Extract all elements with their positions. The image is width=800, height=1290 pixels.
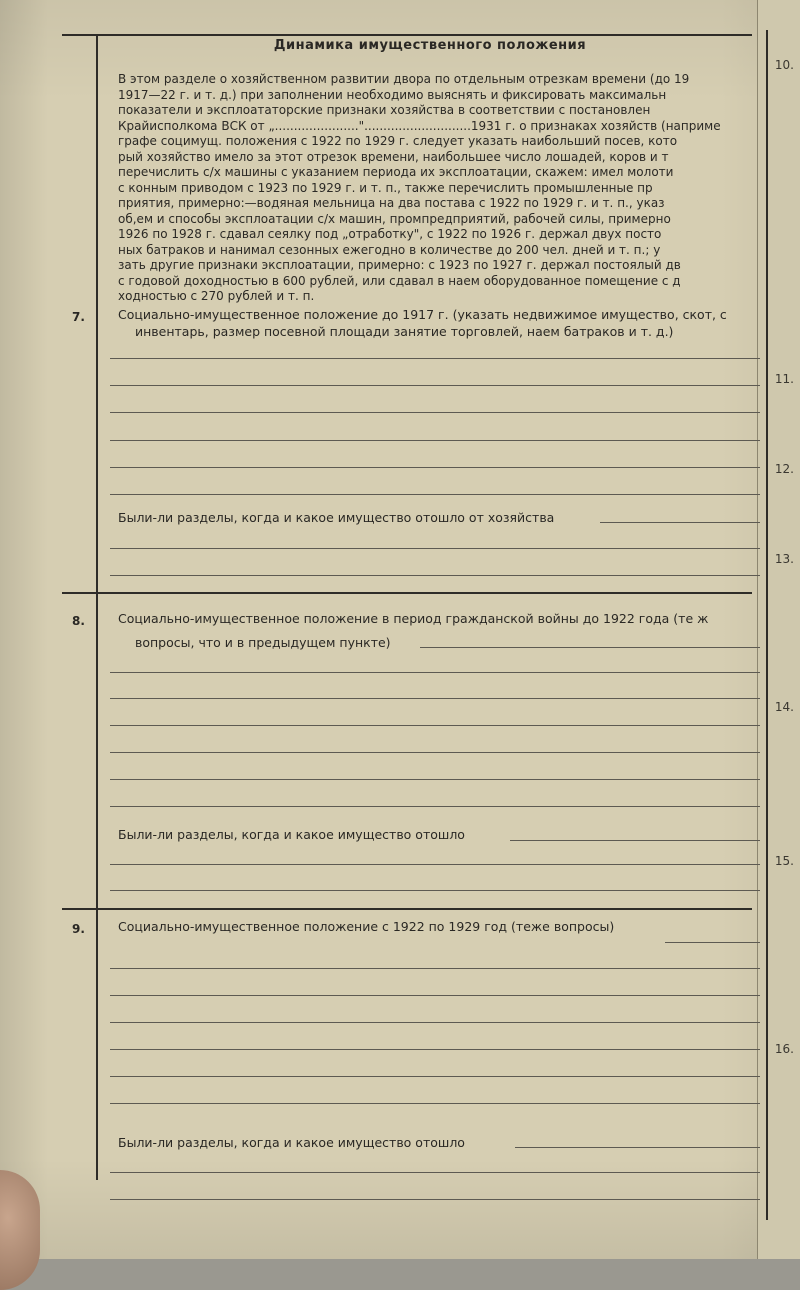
section-title: Динамика имущественного положения	[273, 38, 587, 53]
answer-line[interactable]	[110, 1049, 760, 1050]
section-number-7: 7.	[72, 310, 85, 324]
section-8-question-line2: вопросы, что и в предыдущем пункте)	[135, 635, 391, 650]
section-9-question-line1: Социально-имущественное положение с 1922 по 1929 год (теже вопросы)	[118, 919, 615, 934]
divisions-answer-line[interactable]	[515, 1147, 760, 1148]
divisions-answer-line[interactable]	[600, 522, 760, 523]
intro-line: графе социмущ. положения с 1922 по 1929 г. следует указать наибольший посев, кото	[118, 134, 678, 148]
answer-line[interactable]	[110, 575, 760, 576]
intro-line: перечислить с/х машины с указанием периода их эксплоатации, скажем: имел молоти	[118, 165, 674, 179]
answer-line[interactable]	[110, 698, 760, 699]
intro-line: с годовой доходностью в 600 рублей, или сдавал в наем оборудованное помещение с д	[118, 273, 681, 288]
top-border	[62, 34, 752, 36]
intro-line: В этом разделе о хозяйственном развитии двора по отдельным отрезкам времени (до 19	[118, 72, 690, 86]
intro-line: приятия, примерно:—водяная мельница на два постава с 1922 по 1929 г. и т. п., указ	[118, 196, 665, 210]
intro-line: рый хозяйство имело за этот отрезок времени, наибольшее число лошадей, коров и т	[118, 149, 669, 164]
section-8-question-line1: Социально-имущественное положение в период гражданской войны до 1922 года (те ж	[118, 611, 709, 626]
answer-line[interactable]	[110, 806, 760, 807]
divisions-answer-line[interactable]	[510, 840, 760, 841]
answer-line[interactable]	[110, 1199, 760, 1200]
section-number-8: 8.	[72, 614, 85, 628]
section-7-question-line2: инвентарь, размер посевной площади занятие торговлей, наем батраков и т. д.)	[135, 324, 674, 339]
answer-line[interactable]	[110, 1172, 760, 1173]
section-9-divisions-label: Были-ли разделы, когда и какое имущество отошло	[118, 1135, 465, 1150]
answer-line[interactable]	[110, 1076, 760, 1077]
intro-line: 1926 по 1928 г. сдавал сеялку под „отработку", с 1922 по 1926 г. держал двух посто	[118, 227, 662, 241]
side-number: 11.	[774, 372, 794, 386]
answer-line[interactable]	[110, 672, 760, 673]
intro-line: ных батраков и нанимал сезонных ежегодно в количестве до 200 чел. дней и т. п.; у	[118, 242, 661, 257]
side-number: 14.	[774, 700, 794, 714]
answer-line[interactable]	[110, 1022, 760, 1023]
intro-line: 1917—22 г. и т. д.) при заполнении необходимо выяснять и фиксировать максимальн	[118, 87, 667, 102]
answer-line[interactable]	[110, 779, 760, 780]
section-divider-8	[62, 592, 752, 594]
thumb-holding-page	[0, 1170, 40, 1290]
section-7-divisions-label: Были-ли разделы, когда и какое имущество отошло от хозяйства	[118, 510, 555, 525]
answer-line[interactable]	[110, 890, 760, 891]
intro-line: ходностью с 270 рублей и т. п.	[118, 289, 315, 303]
answer-line[interactable]	[420, 647, 760, 648]
answer-line[interactable]	[110, 1103, 760, 1104]
side-number: 15.	[774, 854, 794, 868]
intro-line: с конным приводом с 1923 по 1929 г. и т. п., также перечислить промышленные пр	[118, 180, 653, 195]
answer-line[interactable]	[110, 412, 760, 413]
section-7-question-line1: Социально-имущественное положение до 1917 г. (указать недвижимое имущество, скот, с	[118, 307, 727, 322]
side-number: 10.	[774, 58, 794, 72]
answer-line[interactable]	[110, 752, 760, 753]
answer-line[interactable]	[110, 725, 760, 726]
intro-line: Крайисполкома ВСК от „......................"............................1931 г. о признаках хозяйств (наприме	[118, 118, 721, 133]
answer-line[interactable]	[110, 467, 760, 468]
answer-line[interactable]	[110, 440, 760, 441]
answer-line[interactable]	[665, 942, 760, 943]
answer-line[interactable]	[110, 995, 760, 996]
intro-line: показатели и эксплоататорские признаки хозяйства в соответствии с постановлен	[118, 103, 651, 117]
left-margin-line	[96, 35, 98, 1180]
answer-line[interactable]	[110, 968, 760, 969]
answer-line[interactable]	[110, 494, 760, 495]
intro-line: об,ем и способы эксплоатации с/х машин, промпредприятий, рабочей силы, примерно	[118, 211, 671, 226]
answer-line[interactable]	[110, 358, 760, 359]
section-divider-9	[62, 908, 752, 910]
section-number-9: 9.	[72, 922, 85, 936]
side-number: 12.	[774, 462, 794, 476]
side-number: 13.	[774, 552, 794, 566]
intro-paragraph	[118, 72, 768, 305]
intro-line: зать другие признаки эксплоатации, примерно: с 1923 по 1927 г. держал постоялый дв	[118, 258, 681, 272]
answer-line[interactable]	[110, 385, 760, 386]
section-8-divisions-label: Были-ли разделы, когда и какое имущество отошло	[118, 827, 465, 842]
answer-line[interactable]	[110, 548, 760, 549]
answer-line[interactable]	[110, 864, 760, 865]
side-number: 16.	[774, 1042, 794, 1056]
